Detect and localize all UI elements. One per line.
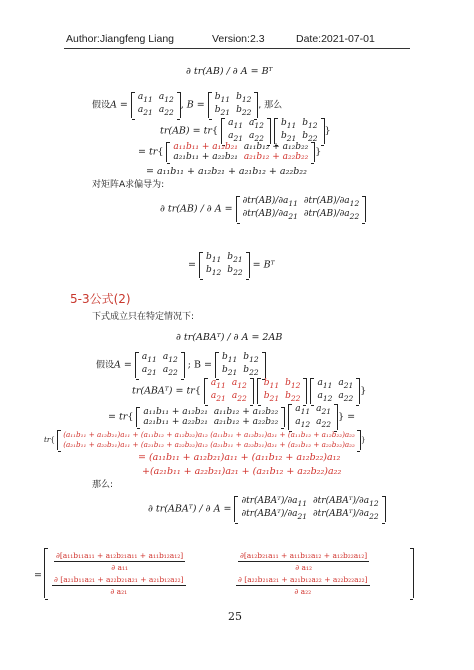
section-heading: 5-3公式(2) <box>70 292 131 306</box>
cell-r2c1: $\frac{\text{∂ [a₂₁b₁₁a₂₁ + a₂₂b₂₁a₂₁ + a₂₁b₁₂a₂₂]}}{\text{∂ a₂₁}}$ <box>54 575 184 596</box>
trace-abat-line: tr(ABAᵀ) = tr{ $a_{11}$ $a_{12}$ $a_{21}$ $a_{22}$ $b_{11}$ $b_{12}$ $b_{21}$ $b_{22}$ $a_{11}$ $a_{21}$ $a_{12}$ $a_{22}$ } <box>132 378 367 403</box>
trace-ab-line: tr(AB) = tr{ $a_{11}$ $a_{12}$ $a_{21}$ $a_{22}$ $b_{11}$ $b_{12}$ $b_{21}$ $b_{22}$ } <box>160 118 331 143</box>
trace-abat-sum-2: +(a₂₁b₁₁ + a₂₂b₂₁)a₂₁ + (a₂₁b₁₂ + a₂₂b₂₂)a₂₂ <box>142 466 342 477</box>
formula-abat: ∂ tr(ABAᵀ) / ∂ A = 2AB <box>176 332 283 343</box>
header-rule <box>64 48 410 49</box>
derivative-matrix-abat: ∂ tr(ABAᵀ) / ∂ A = $\partial tr(ABAᵀ)/\partial a_{11}$ $\partial tr(ABAᵀ)/\partial a_{12}$ $\partial tr(ABAᵀ)/\partial a_{21}$ $\partial tr(ABAᵀ)/\partial a_{22}$ <box>148 496 386 522</box>
assumption-line: 假设A = $a_{11}$ $a_{12}$ $a_{21}$ $a_{22}$ , B = $b_{11}$ $b_{12}$ $b_{21}$ $b_{22}$ , 那么 <box>92 92 283 117</box>
derivative-matrix-ab: ∂ tr(AB) / ∂ A = $\partial tr(AB)/\partial a_{11}$ $\partial tr(AB)/\partial a_{12}$ $\partial tr(AB)/\partial a_{21}$ $\partial tr(AB)/\partial a_{22}$ <box>160 196 366 222</box>
assumption-line-2: 假设A = $a_{11}$ $a_{12}$ $a_{21}$ $a_{22}$ ; B = $b_{11}$ $b_{12}$ $b_{21}$ $b_{22}$ <box>96 352 266 378</box>
header-version: Version:2.3 <box>212 33 265 45</box>
page-number: 25 <box>228 610 242 623</box>
trace-abat-expanded: = tr{ a₁₁b₁₁ + a₁₂b₂₁ a₁₁b₁₂ + a₁₂b₂₂ a₂₁b₁₁ + a₂₂b₂₁ a₂₁b₁₂ + a₂₂b₂₂ $a_{11}$ $a_{21}$ $a_{12}$ $a_{22}$ } = <box>108 404 356 429</box>
cell-r2c2: $\frac{\text{∂ [a₂₂b₂₁a₂₁ + a₂₁b₁₂a₂₂ + a₂₂b₂₂a₂₂]}}{\text{∂ a₂₂}}$ <box>238 575 368 596</box>
trace-abat-sum-1: = (a₁₁b₁₁ + a₁₂b₂₁)a₁₁ + (a₁₁b₁₂ + a₁₂b₂₂)a₁₂ <box>138 452 341 463</box>
trace-ab-expanded: = tr{ a₁₁b₁₁ + a₁₂b₂₁ a₁₁b₁₂ + a₁₂b₂₂ a₂₁b₁₁ + a₂₂b₂₁ a₂₁b₁₂ + a₂₂b₂₂ } <box>138 142 322 162</box>
trace-abat-product: tr{ (a₁₁b₁₁ + a₁₂b₂₁)a₁₁ + (a₁₁b₁₂ + a₁₂b₂₂)a₁₂ (a₁₁b₁₁ + a₁₂b₂₁)a₂₁ + (a₁₁b₁₂ + a₁₂b₂₂)a₂₂ (a₂₁b₁₁ + a₂₂b₂₁)a₁₁ + (a₂₁b₁₂ + a₂₂b₂₂)a₁₂ (a₂₁b₁₁ + a₂₂b₂₁)a₂₁ + (a₂₁b₁₂ + a₂₂b₂₂)a₂₂ } <box>44 430 366 449</box>
header-author: Author:Jiangfeng Liang <box>66 33 174 45</box>
cell-r1c1: $\frac{\text{∂[a₁₁b₁₁a₁₁ + a₁₂b₂₁a₁₁ + a₁₁b₁₂a₁₂]}}{\text{∂ a₁₁}}$ <box>56 551 184 572</box>
partial-derivative-caption: 对矩阵A求偏导为: <box>92 180 165 190</box>
trace-ab-sum: = a₁₁b₁₁ + a₁₂b₂₁ + a₂₁b₁₂ + a₂₂b₂₂ <box>146 166 307 177</box>
matrix-a: $a_{11}$ $a_{12}$ $a_{21}$ $a_{22}$ <box>131 92 181 118</box>
cell-r1c2: $\frac{\text{∂[a₁₂b₂₁a₁₁ + a₁₁b₁₂a₁₂ + a₁₂b₂₂a₁₂]}}{\text{∂ a₁₂}}$ <box>240 551 368 572</box>
result-bt: = $b_{11}$ $b_{21}$ $b_{12}$ $b_{22}$ = Bᵀ <box>188 252 275 277</box>
matrix-b: $b_{11}$ $b_{12}$ $b_{21}$ $b_{22}$ <box>208 92 259 118</box>
then-caption: 那么: <box>92 480 114 490</box>
condition-caption: 下式成立只在特定情况下: <box>92 312 195 322</box>
formula-trace-derivative: ∂ tr(AB) / ∂ A = Bᵀ <box>186 66 273 77</box>
header-date: Date:2021-07-01 <box>296 33 375 45</box>
